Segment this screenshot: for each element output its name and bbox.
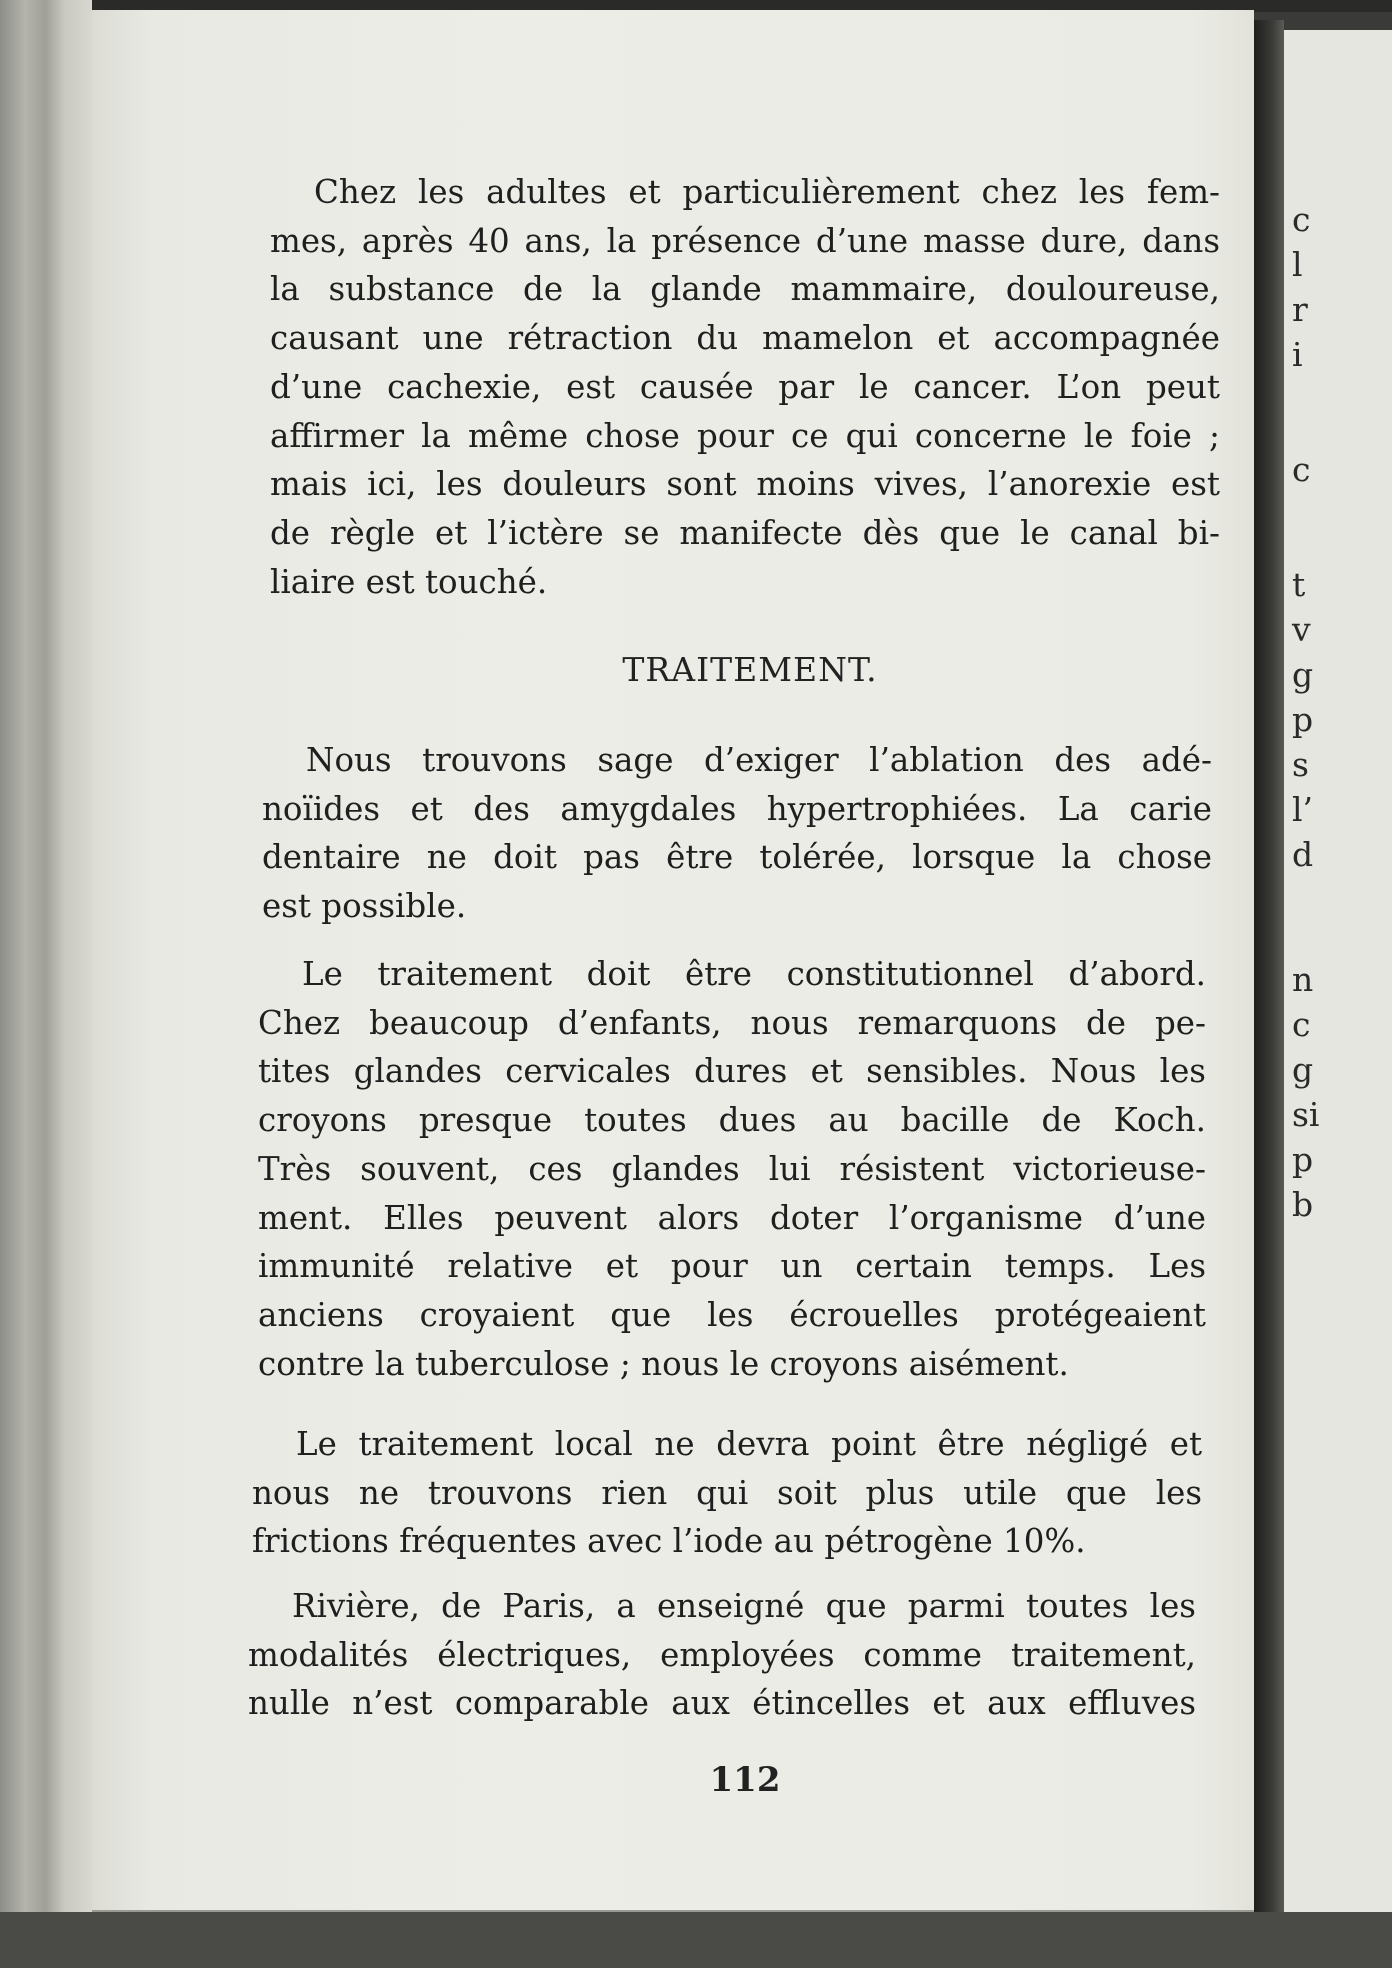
text-line: affirmer la même chose pour ce qui concerne le foie ; (270, 416, 1220, 455)
text-line: Chez beaucoup d’enfants, nous remarquons de pe- (258, 1003, 1206, 1042)
paragraph-5 (248, 1582, 1196, 1728)
facing-page-fragment: c (1292, 1005, 1311, 1044)
book-page-edges (0, 0, 92, 1968)
text-line: Le traitement local ne devra point être négligé et (296, 1425, 1202, 1463)
text-line: anciens croyaient que les écrouelles protégeaient (258, 1295, 1206, 1334)
text-line: modalités électriques, employées comme traitement, (248, 1635, 1196, 1674)
text-line: mes, après 40 ans, la présence d’une masse dure, dans (270, 221, 1220, 260)
text-line: Rivière, de Paris, a enseigné que parmi toutes les (292, 1587, 1196, 1625)
facing-page (1284, 30, 1392, 1930)
facing-page-fragment: g (1292, 655, 1314, 694)
text-line: liaire est touché. (270, 562, 548, 601)
book-gutter (1254, 20, 1284, 1930)
section-heading: TRAITEMENT. (622, 650, 878, 689)
text-line: immunité relative et pour un certain temps. Les (258, 1247, 1206, 1286)
text-line: croyons presque toutes dues au bacille de Koch. (258, 1101, 1206, 1140)
facing-page-fragment: t (1292, 565, 1306, 604)
facing-page-fragment: l’ (1292, 790, 1314, 829)
facing-page-fragment: l (1292, 245, 1303, 284)
facing-page-fragment: n (1292, 960, 1314, 999)
facing-page-fragment: i (1292, 335, 1303, 374)
page-number: 112 (709, 1760, 781, 1800)
text-line: nulle n’est comparable aux étincelles et aux effluves (248, 1684, 1196, 1723)
text-line: Chez les adultes et particulièrement chez les fem- (314, 173, 1220, 211)
text-line: causant une rétraction du mamelon et accompagnée (270, 319, 1220, 358)
text-line: frictions fréquentes avec l’iode au pétrogène 10%. (252, 1522, 1086, 1561)
facing-page-fragment: c (1292, 200, 1311, 239)
text-line: Très souvent, ces glandes lui résistent victorieuse- (258, 1149, 1206, 1188)
text-line: de règle et l’ictère se manifecte dès que le canal bi- (270, 513, 1220, 552)
facing-page-fragment: c (1292, 450, 1311, 489)
text-line: nous ne trouvons rien qui soit plus utile que les (252, 1473, 1202, 1512)
facing-page-fragment: v (1292, 610, 1311, 649)
facing-page-fragment: g (1292, 1050, 1314, 1089)
text-line: est possible. (262, 887, 467, 926)
text-line: tites glandes cervicales dures et sensibles. Nous les (258, 1052, 1206, 1091)
facing-page-fragment: p (1292, 700, 1314, 739)
facing-page-fragment: r (1292, 290, 1308, 329)
text-line: d’une cachexie, est causée par le cancer. L’on peut (270, 367, 1220, 406)
text-line: dentaire ne doit pas être tolérée, lorsque la chose (262, 838, 1212, 877)
facing-page-fragment: d (1292, 835, 1314, 874)
text-line: Le traitement doit être constitutionnel d’abord. (302, 955, 1206, 993)
scan-bottom-border (0, 1912, 1392, 1968)
facing-page-fragment: s (1292, 745, 1309, 784)
paragraph-1 (270, 168, 1220, 606)
text-line: noïides et des amygdales hypertrophiées. La carie (262, 789, 1212, 828)
text-line: mais ici, les douleurs sont moins vives, l’anorexie est (270, 465, 1220, 504)
facing-page-fragment: b (1292, 1185, 1314, 1224)
facing-page-fragment: si (1292, 1095, 1320, 1134)
text-line: contre la tuberculose ; nous le croyons aisément. (258, 1344, 1069, 1383)
paragraph-3 (258, 950, 1206, 1388)
paragraph-4 (252, 1420, 1202, 1566)
facing-page-fragment: p (1292, 1140, 1314, 1179)
paragraph-2 (262, 736, 1212, 931)
text-line: Nous trouvons sage d’exiger l’ablation des adé- (306, 741, 1212, 779)
text-line: la substance de la glande mammaire, douloureuse, (270, 270, 1220, 309)
text-line: ment. Elles peuvent alors doter l’organisme d’une (258, 1198, 1206, 1237)
